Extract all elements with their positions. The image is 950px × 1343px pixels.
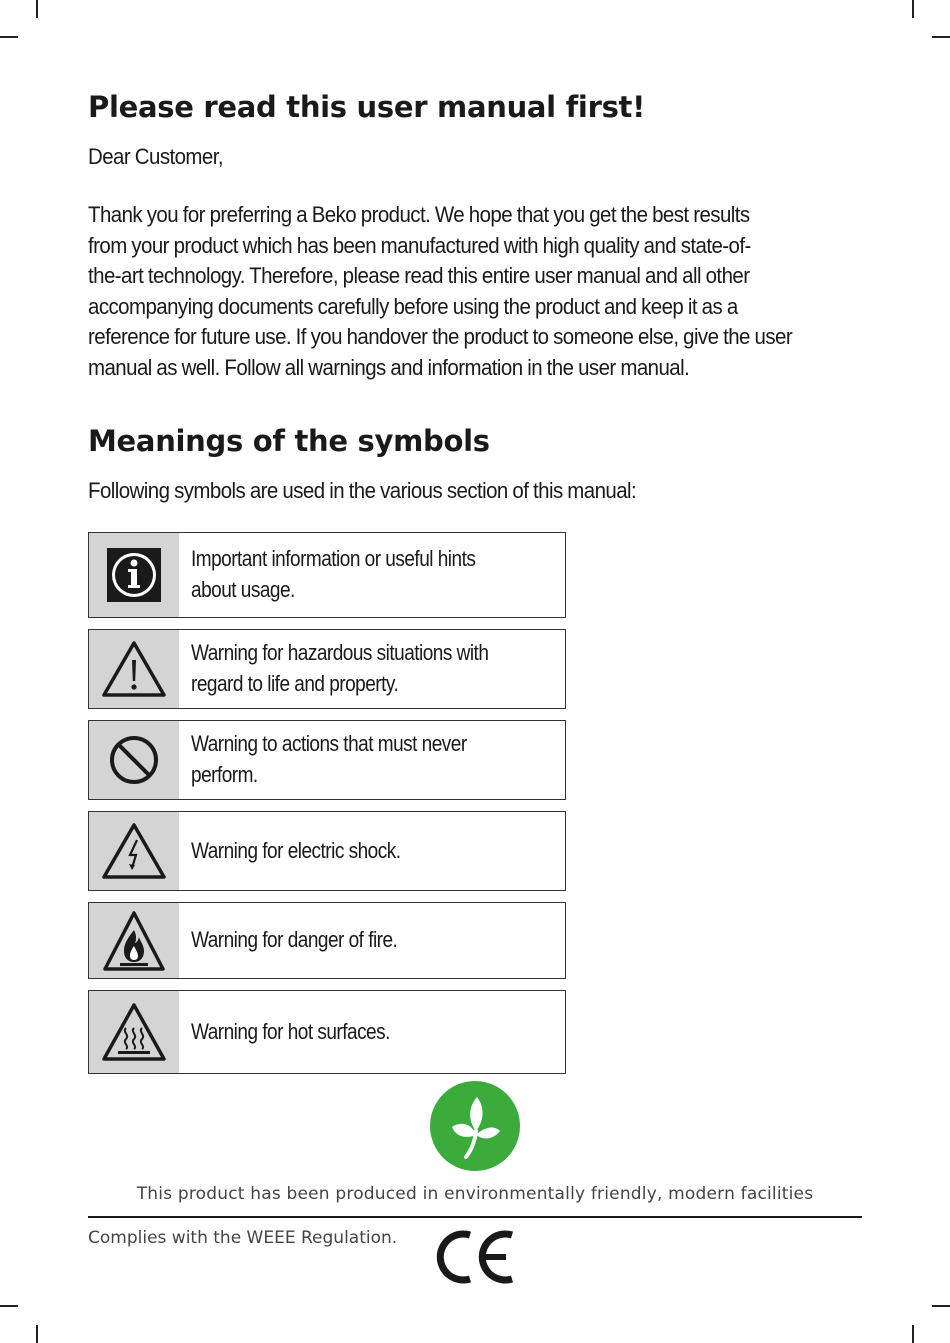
crop-mark <box>912 1325 914 1343</box>
crop-mark <box>0 36 18 38</box>
symbol-row-hot-surface <box>88 990 566 1074</box>
electric-shock-icon <box>89 812 179 890</box>
symbol-description <box>179 812 565 890</box>
hot-surface-icon <box>89 991 179 1073</box>
symbol-row-fire <box>88 902 566 979</box>
intro-line: Thank you for preferring a Beko product. We hope that you get the best results <box>88 202 750 227</box>
crop-mark <box>0 1305 18 1307</box>
symbol-row-electric <box>88 811 566 891</box>
symbol-text-line: Warning for danger of fire. <box>191 927 398 953</box>
crop-mark <box>36 1325 38 1343</box>
intro-line: the-art technology. Therefore, please read this entire user manual and all other <box>88 263 750 289</box>
symbols-intro: Following symbols are used in the various section of this manual: <box>88 478 637 503</box>
symbol-description <box>179 991 565 1073</box>
info-icon <box>89 533 179 617</box>
symbol-text-line: Warning for hazardous situations with <box>191 640 489 666</box>
symbol-text-line: Warning to actions that must never <box>191 731 467 757</box>
symbol-text-line: perform. <box>191 762 258 787</box>
intro-line: manual as well. Follow all warnings and information in the user manual. <box>88 354 690 380</box>
crop-mark <box>932 36 950 38</box>
intro-line: from your product which has been manufactured with high quality and state-of- <box>88 232 751 258</box>
symbol-description <box>179 533 565 617</box>
symbol-text-line: regard to life and property. <box>191 671 399 696</box>
crop-mark <box>36 0 38 18</box>
symbol-text-line: Important information or useful hints <box>191 546 476 572</box>
symbol-description <box>179 721 565 799</box>
symbol-description <box>179 903 565 978</box>
weee-statement: Complies with the WEEE Regulation. <box>88 1228 398 1248</box>
symbol-text-line: about usage. <box>191 577 295 602</box>
symbol-row-info <box>88 532 566 618</box>
page-title: Please read this user manual first! <box>88 90 646 124</box>
eco-statement: This product has been produced in environmentally friendly, modern facilities <box>136 1184 814 1204</box>
eco-leaf-icon <box>430 1081 520 1171</box>
symbol-text-line: Warning for electric shock. <box>191 837 401 863</box>
crop-mark <box>912 0 914 18</box>
symbol-row-prohibited <box>88 720 566 800</box>
warning-icon <box>89 630 179 708</box>
symbol-text-line: Warning for hot surfaces. <box>191 1018 390 1044</box>
ce-mark-icon <box>434 1229 516 1285</box>
section-heading: Meanings of the symbols <box>88 424 490 458</box>
greeting: Dear Customer, <box>88 144 223 169</box>
divider <box>88 1216 862 1218</box>
fire-icon <box>89 903 179 978</box>
intro-paragraph <box>88 200 792 384</box>
symbol-description <box>179 630 565 708</box>
intro-line: accompanying documents carefully before using the product and keep it as a <box>88 293 738 319</box>
prohibited-icon <box>89 721 179 799</box>
symbol-row-warning <box>88 629 566 709</box>
crop-mark <box>932 1305 950 1307</box>
intro-line: reference for future use. If you handover the product to someone else, give the user <box>88 324 793 350</box>
